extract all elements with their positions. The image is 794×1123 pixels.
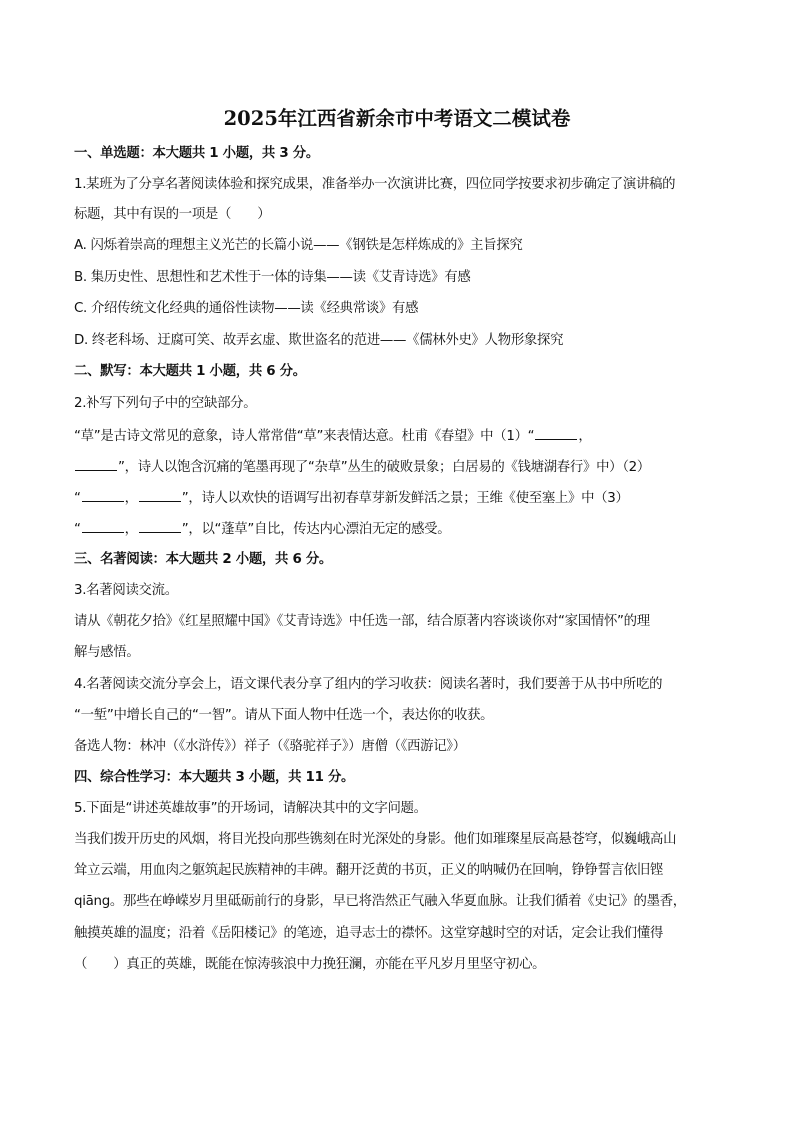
q1-option-b: B. 集历史性、思想性和艺术性于一体的诗集——读《艾青诗选》有感 — [74, 270, 471, 285]
page-title: 2025年江西省新余市中考语文二模试卷 — [223, 107, 571, 130]
comma: ， — [578, 429, 592, 444]
open-quote: “ — [74, 522, 81, 537]
answer-blank[interactable] — [82, 489, 124, 502]
section-heading-4: 四、综合性学习：本大题共 3 小题，共 11 分。 — [74, 770, 355, 785]
q2-line-4 — [74, 520, 450, 539]
answer-blank[interactable] — [75, 458, 117, 471]
q4-line-2: “一堑”中增长自己的“一智”。请从下面人物中任选一个，表达你的收获。 — [74, 708, 494, 723]
q5-stem: 5.下面是“讲述英雄故事”的开场词，请解决其中的文字问题。 — [74, 801, 427, 816]
q5-line-5: （ ）真正的英雄，既能在惊涛骇浪中力挽狂澜，亦能在平凡岁月里坚守初心。 — [74, 957, 546, 972]
q3-line-1: 请从《朝花夕拾》《红星照耀中国》《艾青诗选》中任选一部，结合原著内容谈谈你对“家国情怀”的理 — [74, 614, 650, 629]
q2-line-1 — [74, 427, 591, 446]
q2-line-3 — [74, 489, 629, 508]
section-heading-2: 二、默写：本大题共 1 小题，共 6 分。 — [74, 364, 306, 379]
q5-line-4: 触摸英雄的温度；沿着《岳阳楼记》的笔迹，追寻志士的襟怀。这堂穿越时空的对话，定会让我们懂得 — [74, 926, 664, 941]
q3-stem: 3.名著阅读交流。 — [74, 583, 178, 598]
q1-option-a: A. 闪烁着崇高的理想主义光芒的长篇小说——《钢铁是怎样炼成的》主旨探究 — [74, 238, 523, 253]
q4-line-1: 4.名著阅读交流分享会上，语文课代表分享了组内的学习收获：阅读名著时，我们要善于从书中所吃的 — [74, 677, 663, 692]
section-heading-1: 一、单选题：本大题共 1 小题，共 3 分。 — [74, 146, 319, 161]
q2-line-4-text: ”，以“蓬草”自比，传达内心漂泊无定的感受。 — [181, 522, 451, 537]
q5-line-1: 当我们拨开历史的风烟，将目光投向那些镌刻在时光深处的身影。他们如璀璨星辰高悬苍穹，似巍峨高山 — [74, 832, 677, 847]
comma: ， — [124, 522, 138, 537]
q4-line-3: 备选人物：林冲（《水浒传》）祥子（《骆驼祥子》）唐僧（《西游记》） — [74, 739, 466, 754]
answer-blank[interactable] — [139, 489, 181, 502]
q2-line-2-text: ”，诗人以饱含沉痛的笔墨再现了“杂草”丛生的破败景象；白居易的《钱塘湖春行》中）（2） — [118, 460, 650, 475]
q2-line-1-text: “草”是古诗文常见的意象，诗人常常借“草”来表情达意。杜甫《春望》中（1）“ — [74, 429, 535, 444]
comma: ， — [124, 491, 138, 506]
q2-line-2 — [74, 458, 650, 477]
q1-stem-line-2: 标题，其中有误的一项是（ ） — [74, 207, 271, 222]
answer-blank[interactable] — [139, 520, 181, 533]
section-heading-3: 三、名著阅读：本大题共 2 小题，共 6 分。 — [74, 552, 333, 567]
q1-option-d: D. 终老科场、迂腐可笑、故弄玄虚、欺世盗名的范进——《儒林外史》人物形象探究 — [74, 333, 564, 348]
q3-line-2: 解与感悟。 — [74, 645, 140, 660]
answer-blank[interactable] — [82, 520, 124, 533]
q2-stem: 2.补写下列句子中的空缺部分。 — [74, 396, 257, 411]
q2-line-3-text: ”，诗人以欢快的语调写出初春草芽新发鲜活之景；王维《使至塞上》中（3） — [181, 491, 629, 506]
q5-line-2: 耸立云端，用血肉之躯筑起民族精神的丰碑。翻开泛黄的书页，正义的呐喊仍在回响，铮铮誓言依旧铿 — [74, 863, 664, 878]
answer-blank[interactable] — [535, 427, 577, 440]
q5-line-3: qiāng。那些在峥嵘岁月里砥砺前行的身影，早已将浩然正气融入华夏血脉。让我们循着《史记》的墨香， — [74, 894, 686, 909]
q1-stem-line-1: 1.某班为了分享名著阅读体验和探究成果，准备举办一次演讲比赛，四位同学按要求初步确定了演讲稿的 — [74, 177, 676, 192]
q1-option-c: C. 介绍传统文化经典的通俗性读物——读《经典常谈》有感 — [74, 301, 419, 316]
open-quote: “ — [74, 491, 81, 506]
